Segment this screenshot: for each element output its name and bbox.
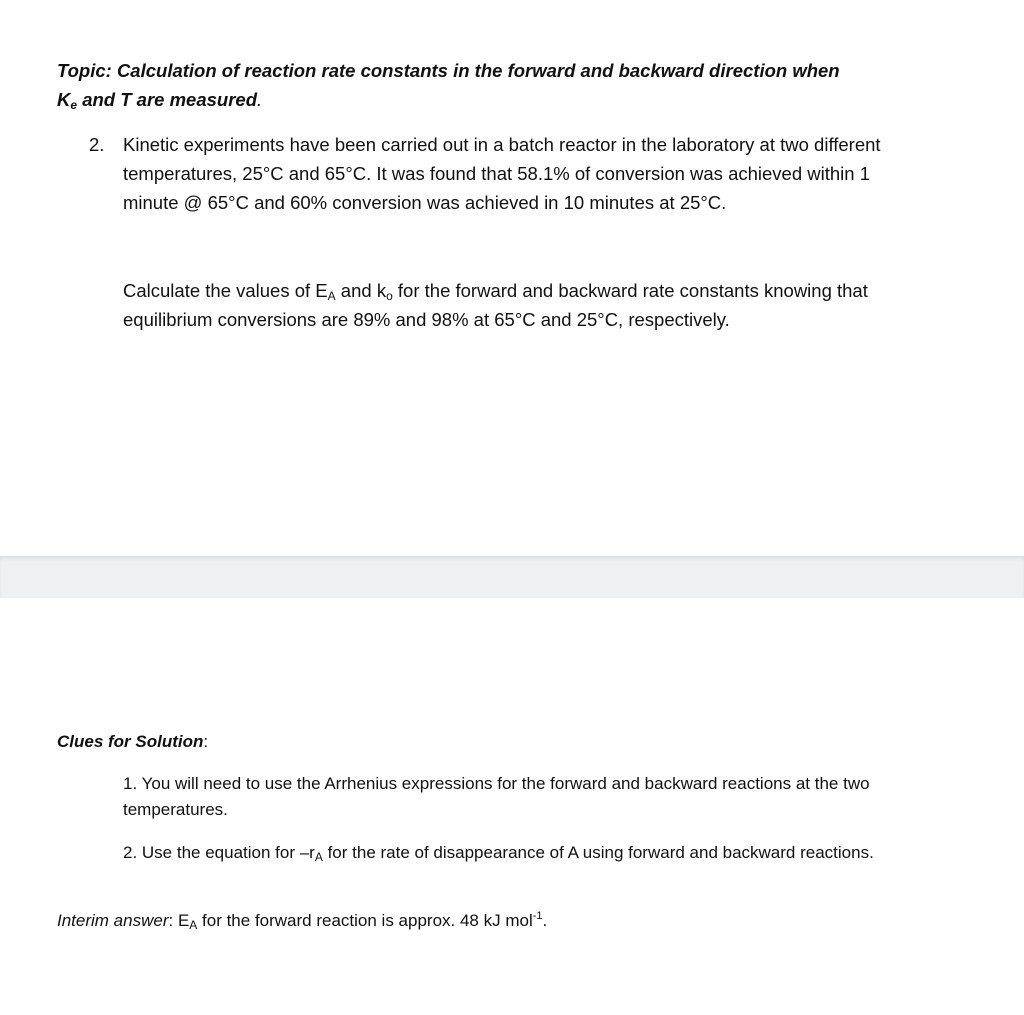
interim-answer: Interim answer: EA for the forward reaction is approx. 48 kJ mol$^{-1}$. xyxy=(57,910,548,932)
clue-item-2: 2. Use the equation for –rA for the rate of disappearance of A using forward and backward reactions. xyxy=(123,843,874,864)
question-number: 2. xyxy=(89,134,105,155)
topic-heading: Topic: Calculation of reaction rate constants in the forward and backward direction when $K_e$ and T are measured. xyxy=(57,60,840,112)
question-text: Kinetic experiments have been carried out in a batch reactor in the laboratory at two different temperatures, 25°C and 65°C. It was found that 58.1% of conversion was achieved within 1 minute @ 65°C and 60% conversion was achieved in 10 minutes at 25°C. xyxy=(123,134,881,213)
clue-item-1: 1. You will need to use the Arrhenius expressions for the forward and backward reactions at the two temperatures. xyxy=(123,774,870,819)
document-page-2 xyxy=(0,598,1024,1015)
question-calculation: Calculate the values of EA and ko for the forward and backward rate constants knowing that equilibrium conversions are 89% and 98% at 65°C and 25°C, respectively. xyxy=(123,280,868,330)
clues-heading: Clues for Solution: xyxy=(57,732,209,751)
page-separator xyxy=(0,556,1024,599)
